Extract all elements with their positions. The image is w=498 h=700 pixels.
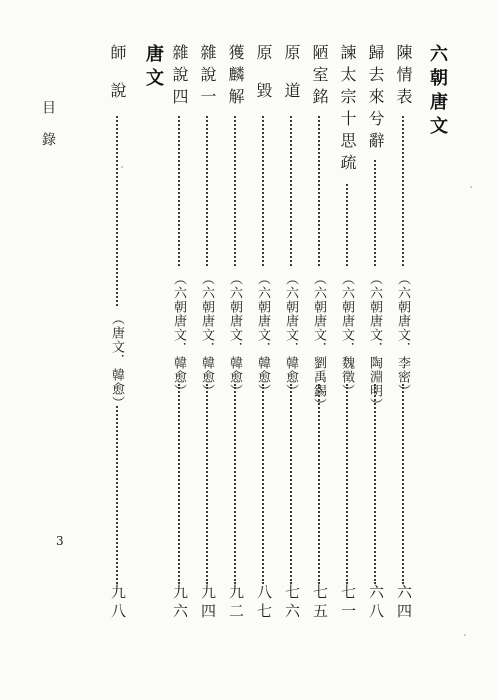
entry-author: （六朝唐文．韓愈） — [283, 272, 298, 398]
paper-speck — [470, 186, 472, 188]
toc-entry[interactable] — [366, 44, 384, 664]
leader-dots — [262, 116, 264, 266]
toc-entry[interactable] — [198, 44, 216, 664]
entry-page: 七五 — [311, 584, 329, 622]
toc-entry[interactable] — [394, 44, 412, 664]
leader-dots — [290, 384, 292, 584]
toc-entry[interactable] — [282, 44, 300, 664]
leader-dots — [402, 116, 404, 266]
entry-title: 陋室銘 — [310, 44, 329, 110]
entry-page: 九六 — [171, 584, 189, 622]
leader-dots — [374, 384, 376, 584]
leader-dots — [116, 116, 118, 306]
entry-page: 九二 — [227, 584, 245, 622]
entry-author: （六朝唐文．韓愈） — [171, 272, 186, 398]
leader-dots — [234, 384, 236, 584]
entry-page: 七一 — [339, 584, 357, 622]
toc-entry[interactable] — [226, 44, 244, 664]
entry-author: （六朝唐文．李密） — [395, 272, 410, 398]
toc-entry[interactable] — [170, 44, 188, 664]
leader-dots — [262, 384, 264, 584]
entry-title: 陳情表 — [394, 44, 413, 110]
section-heading-tang: 唐文 — [143, 44, 164, 92]
page-number: 3 — [56, 534, 64, 548]
entry-author: （六朝唐文．劉禹錫） — [311, 272, 326, 412]
toc-entry[interactable] — [338, 44, 356, 664]
entry-title: 諫太宗十思疏 — [338, 44, 357, 176]
entry-page: 六四 — [395, 584, 413, 622]
entry-title: 師說 — [108, 44, 127, 120]
entry-author: （六朝唐文．魏徵） — [339, 272, 354, 398]
entry-title: 雜說一 — [198, 44, 217, 110]
section-heading-six-dynasties-tang: 六朝唐文 — [427, 44, 448, 140]
entry-title: 雜說四 — [170, 44, 189, 110]
leader-dots — [374, 160, 376, 266]
leader-dots — [234, 116, 236, 266]
entry-page: 六八 — [367, 584, 385, 622]
entry-author: （六朝唐文．韓愈） — [255, 272, 270, 398]
paper-speck — [121, 166, 123, 168]
leader-dots — [290, 116, 292, 266]
toc-entry[interactable] — [254, 44, 272, 664]
leader-dots — [346, 184, 348, 266]
leader-dots — [178, 116, 180, 266]
entry-page: 七六 — [283, 584, 301, 622]
leader-dots — [206, 116, 208, 266]
entry-author: （唐文．韓愈） — [109, 312, 124, 410]
leader-dots — [318, 116, 320, 266]
toc-entry[interactable] — [108, 44, 126, 664]
leader-dots — [346, 384, 348, 584]
leader-dots — [402, 384, 404, 584]
leader-dots — [206, 384, 208, 584]
entry-title: 獲麟解 — [226, 44, 245, 110]
leader-dots — [178, 384, 180, 584]
toc-entry[interactable] — [310, 44, 328, 664]
entry-author: （六朝唐文．陶淵明） — [367, 272, 382, 412]
paper-speck — [464, 634, 466, 636]
entry-page: 九八 — [109, 584, 127, 622]
entry-title: 原毀 — [254, 44, 273, 120]
entry-author: （六朝唐文．韓愈） — [199, 272, 214, 398]
entry-title: 歸去來兮辭 — [366, 44, 385, 154]
entry-author: （六朝唐文．韓愈） — [227, 272, 242, 398]
section-label-contents: 目錄 — [40, 100, 56, 164]
leader-dots — [318, 384, 320, 584]
entry-page: 八七 — [255, 584, 273, 622]
entry-page: 九四 — [199, 584, 217, 622]
entry-title: 原道 — [282, 44, 301, 120]
leader-dots — [116, 406, 118, 584]
